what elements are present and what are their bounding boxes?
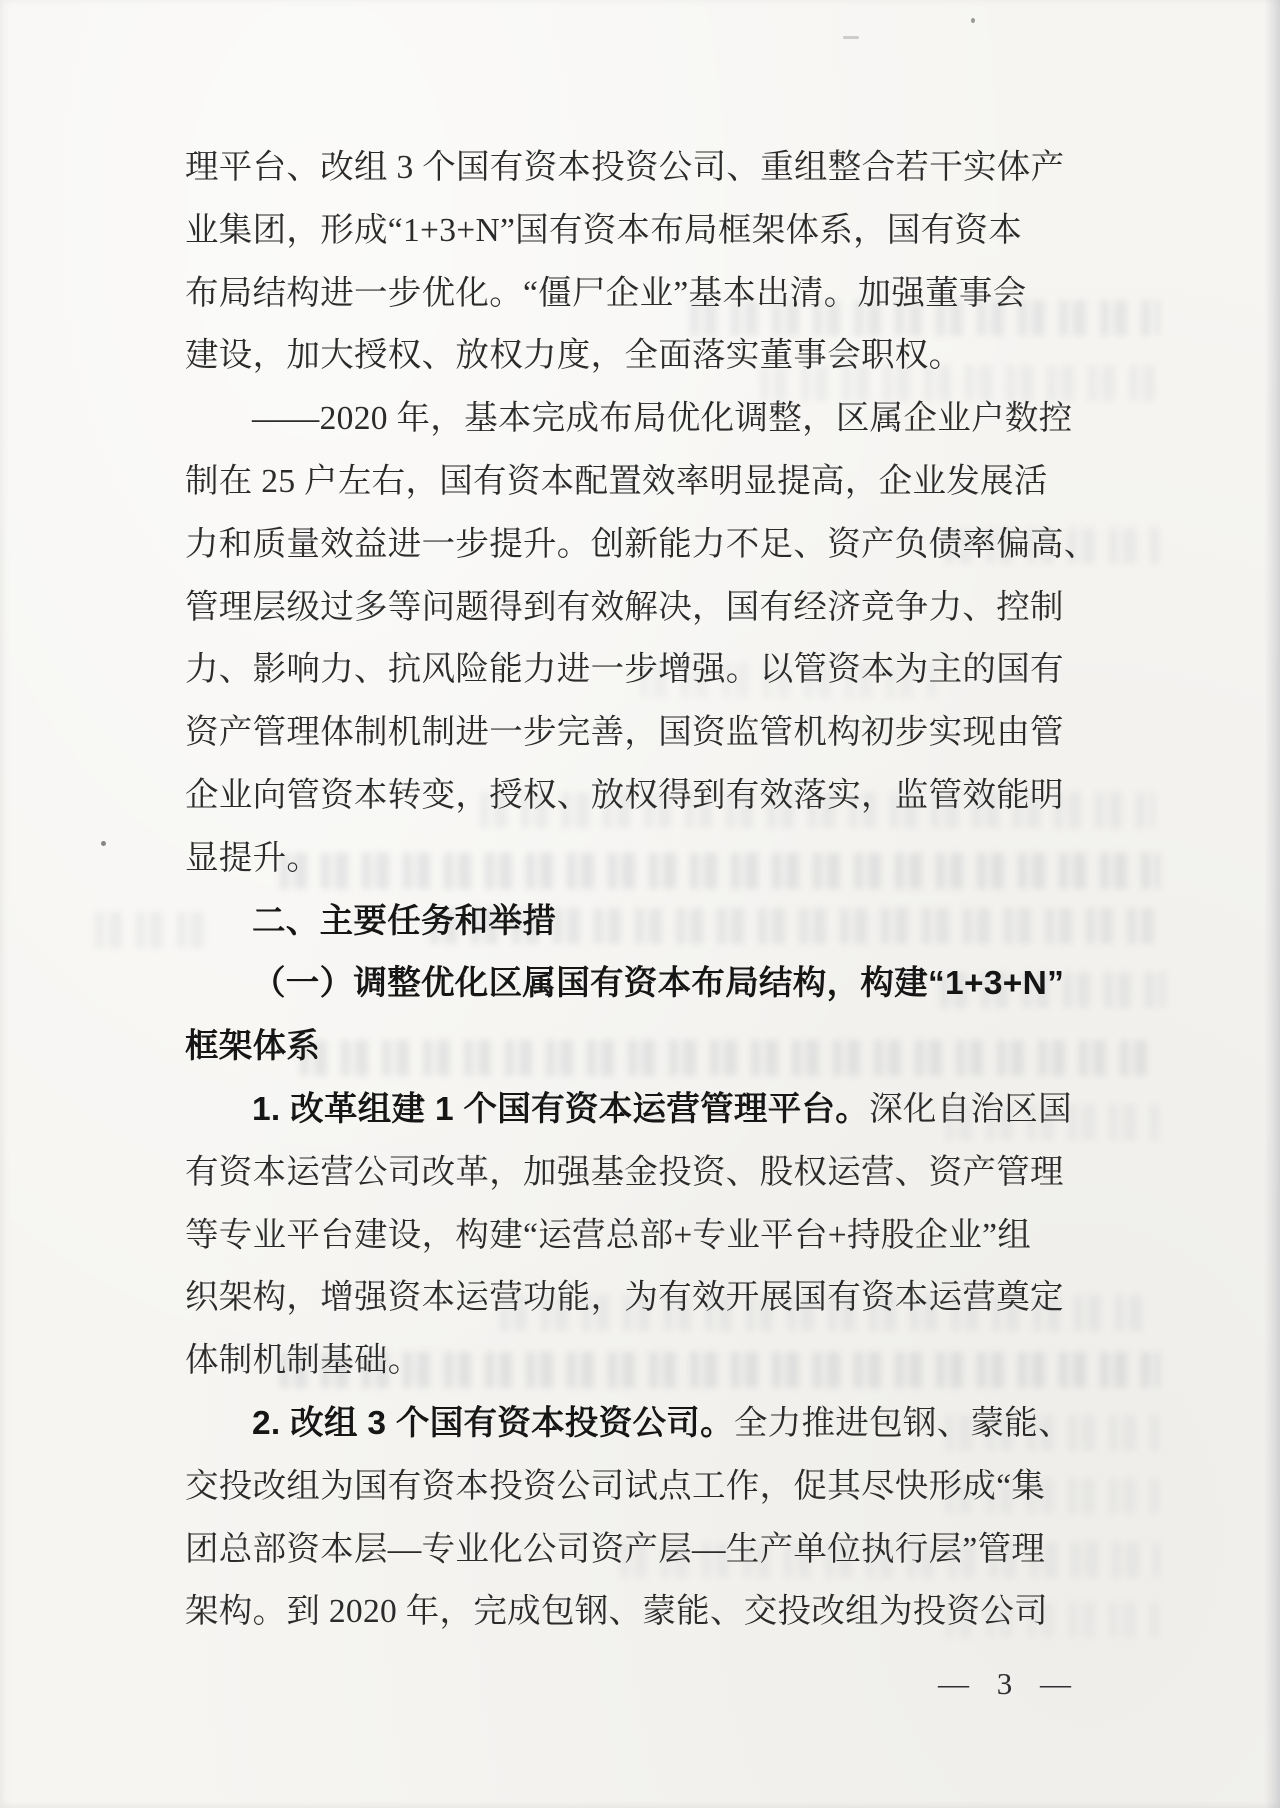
text-line <box>185 1393 1072 1456</box>
scan-speck <box>101 841 106 846</box>
text-line <box>185 1519 1065 1582</box>
bold-text-segment: 1. 改革组建 1 个国有资本运营管理平台。 <box>252 1090 870 1128</box>
text-segment: 力和质量效益进一步提升。创新能力不足、资产负债率偏高、 <box>185 525 1098 563</box>
text-segment: 深化自治区国 <box>869 1090 1072 1128</box>
text-line <box>185 1267 1065 1330</box>
text-segment: 理平台、改组 3 个国有资本投资公司、重组整合若干实体产 <box>185 149 1065 186</box>
text-segment: 等专业平台建设，构建“运营总部+专业平台+持股企业”组 <box>185 1216 1032 1254</box>
text-line <box>185 451 1065 514</box>
bold-text-segment: 2. 改组 3 个国有资本投资公司。 <box>252 1404 734 1442</box>
text-segment: 有资本运营公司改革，加强基金投资、股权运营、资产管理 <box>185 1153 1064 1191</box>
text-line <box>185 765 1065 828</box>
text-line <box>185 639 1065 702</box>
text-segment: 体制机制基础。 <box>185 1342 422 1380</box>
text-line <box>185 200 1065 263</box>
text-line <box>185 514 1098 577</box>
text-segment: 架构。到 2020 年，完成包钢、蒙能、交投改组为投资公司 <box>185 1593 1048 1631</box>
text-segment: 建设，加大授权、放权力度，全面落实董事会职权。 <box>185 337 963 375</box>
scan-speck <box>971 18 975 23</box>
text-line <box>185 1581 1065 1644</box>
text-segment: 织架构，增强资本运营功能，为有效开展国有资本运营奠定 <box>185 1279 1064 1317</box>
bold-text-segment: 框架体系 <box>185 1028 321 1066</box>
text-line <box>185 953 1065 1016</box>
text-line <box>185 388 1073 451</box>
text-line <box>185 1205 1065 1268</box>
text-line <box>185 891 1065 954</box>
text-line <box>185 828 1065 891</box>
text-line <box>185 577 1065 640</box>
text-line <box>185 1456 1065 1519</box>
text-line <box>185 702 1065 765</box>
text-segment: 企业向管资本转变，授权、放权得到有效落实，监管效能明 <box>185 776 1064 814</box>
bold-text-segment: 二、主要任务和举措 <box>252 902 557 940</box>
text-line <box>185 137 1065 200</box>
text-line <box>185 1330 1065 1393</box>
text-line <box>185 325 1065 388</box>
text-line <box>185 1016 1065 1079</box>
document-body <box>185 137 1098 1644</box>
bold-text-segment: （一）调整优化区属国有资本布局结构，构建“1+3+N” <box>252 965 1065 1003</box>
text-segment: 显提升。 <box>185 839 321 877</box>
text-line <box>185 263 1065 326</box>
text-segment: 资产管理体制机制进一步完善，国资监管机构初步实现由管 <box>185 714 1064 752</box>
text-segment: 业集团，形成“1+3+N”国有资本布局框架体系，国有资本 <box>185 211 1023 249</box>
text-line <box>185 1079 1072 1142</box>
scan-speck <box>843 36 859 39</box>
text-segment: 管理层级过多等问题得到有效解决，国有经济竞争力、控制 <box>185 588 1064 626</box>
text-segment: 团总部资本层—专业化公司资产层—生产单位执行层”管理 <box>185 1530 1046 1568</box>
text-segment: ——2020 年，基本完成布局优化调整，区属企业户数控 <box>252 400 1073 438</box>
text-segment: 制在 25 户左右，国有资本配置效率明显提高，企业发展活 <box>185 462 1048 500</box>
text-segment: 全力推进包钢、蒙能、 <box>733 1404 1072 1442</box>
text-segment: 力、影响力、抗风险能力进一步增强。以管资本为主的国有 <box>185 651 1064 689</box>
text-segment: 布局结构进一步优化。“僵尸企业”基本出清。加强董事会 <box>185 274 1027 312</box>
text-line <box>185 1142 1065 1205</box>
page-number: — 3 — <box>938 1666 1072 1701</box>
scan-edge-shadow <box>1264 0 1280 1808</box>
text-segment: 交投改组为国有资本投资公司试点工作，促其尽快形成“集 <box>185 1467 1046 1505</box>
